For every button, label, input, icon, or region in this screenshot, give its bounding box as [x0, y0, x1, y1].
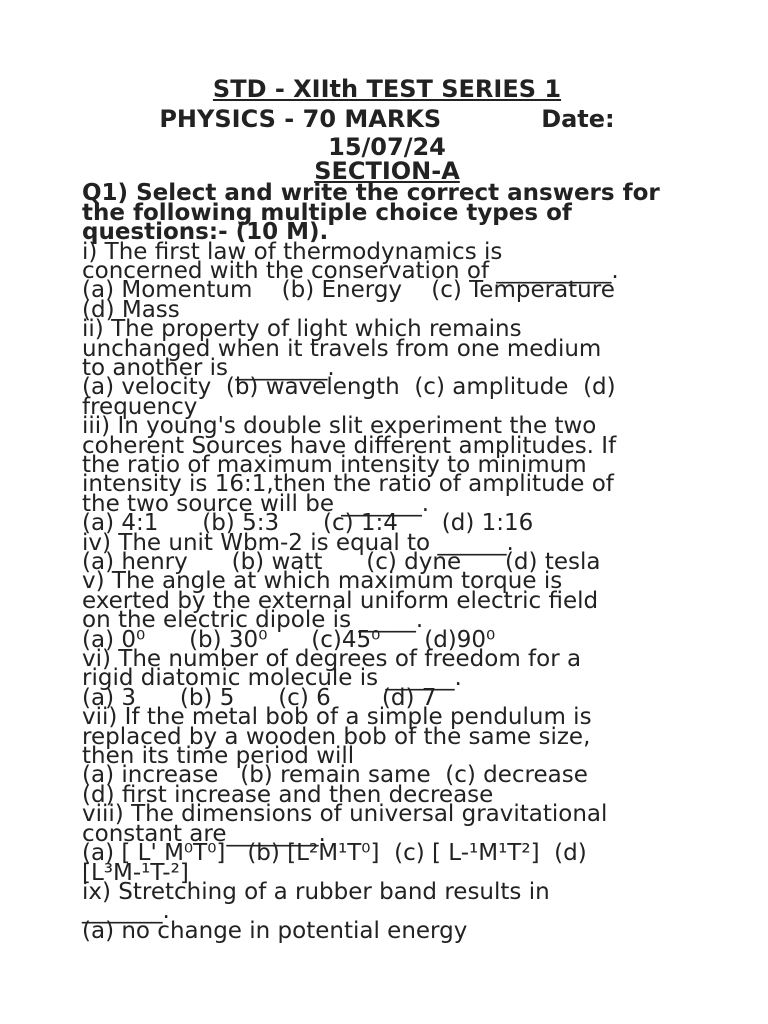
question-line: frequency	[82, 393, 198, 420]
question-line: (a) Momentum (b) Energy (c) Temperature	[82, 277, 615, 304]
question-line: the two source will be _______.	[82, 490, 430, 517]
question-line: viii) The dimensions of universal gravitational	[82, 801, 608, 828]
date-label: Date:	[541, 105, 615, 133]
question-line: (a) 0⁰ (b) 30⁰ (c)45⁰ (d)90⁰	[82, 626, 496, 653]
subject-marks: PHYSICS - 70 MARKS	[159, 105, 442, 133]
question-line: ix) Stretching of a rubber band results in	[82, 878, 550, 905]
question-line: the ratio of maximum intensity to minimum	[82, 451, 587, 478]
question-line: iii) In young's double slit experiment the two	[82, 413, 597, 440]
question-line: replaced by a wooden bob of the same size,	[82, 723, 591, 750]
question-line: (d) first increase and then decrease	[82, 781, 494, 808]
subject-and-date	[82, 104, 692, 134]
question-line: concerned with the conservation of __________.	[82, 257, 619, 284]
question-line: (a) no change in potential energy	[82, 917, 468, 944]
question-line: (a) henry (b) watt (c) dyne (d) tesla	[82, 549, 601, 575]
question-line: unchanged when it travels from one medium	[82, 335, 602, 362]
question-line: on the electric dipole is _____.	[82, 607, 424, 634]
question-line: to another is ________.	[82, 354, 335, 381]
test-paper	[82, 74, 692, 944]
question-line: (a) 4:1 (b) 5:3 (c) 1:4 (d) 1:16	[82, 510, 534, 537]
question-line: (a) velocity (b) wavelength (c) amplitude (d)	[82, 374, 616, 401]
question-heading: Q1) Select and write the correct answers for the following multiple choice types of questions:- (10 M).	[82, 180, 660, 245]
question-line: _______.	[82, 898, 170, 925]
question-line: (a) [ L' M⁰T⁰] (b) [L²M¹T⁰] (c) [ L-¹M¹T²] (d)	[82, 840, 587, 867]
question-line: exerted by the external uniform electric field	[82, 587, 599, 614]
date-value: 15/07/24	[328, 133, 446, 161]
question-line: rigid diatomic molecule is ______.	[82, 665, 462, 692]
question-line: (d) Mass	[82, 296, 180, 323]
question-line: iv) The unit Wbm-2 is equal to ______.	[82, 529, 514, 556]
question-line: v) The angle at which maximum torque is	[82, 568, 563, 595]
paper-title: STD - XIIth TEST SERIES 1	[212, 75, 562, 103]
question-line: then its time period will	[82, 743, 355, 770]
question-line: [L³M-¹T-²]	[82, 859, 189, 886]
question-lines	[82, 238, 692, 944]
question-line: intensity is 16:1,then the ratio of amplitude of	[82, 471, 614, 498]
question-line: ii) The property of light which remains	[82, 316, 522, 343]
question-line: (a) increase (b) remain same (c) decrease	[82, 762, 588, 789]
question-line: (a) 3 (b) 5 (c) 6 (d) 7	[82, 684, 437, 711]
question-line: coherent Sources have different amplitudes. If	[82, 432, 617, 459]
question-line: constant are________.	[82, 820, 326, 847]
question-line: vii) If the metal bob of a simple pendulum is	[82, 704, 592, 731]
question-line: vi) The number of degrees of freedom for a	[82, 646, 582, 673]
section-heading: SECTION-A	[314, 157, 460, 185]
question-line: i) The first law of thermodynamics is	[82, 238, 503, 265]
